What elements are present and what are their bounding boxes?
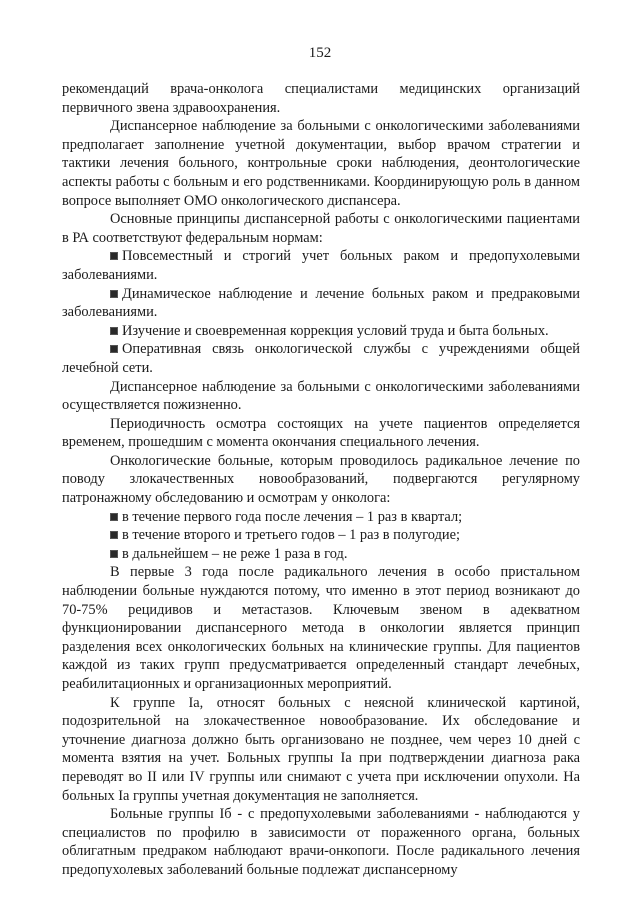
paragraph (62, 805, 580, 879)
paragraph-text: Диспансерное наблюдение за больными с онкологическими заболеваниями предполагает заполнение учетной документации, выбор врачом стратегии и тактики лечения больного, контрольные сроки наблюдения, деонтологические аспекты работы с больным и его родственниками. Координирующую роль в данном вопросе выполняет ОМО онкологического диспансера. (62, 118, 580, 209)
paragraph-text: Динамическое наблюдение и лечение больных раком и предраковыми заболеваниями. (62, 285, 580, 321)
paragraph (62, 415, 580, 452)
page-number: 152 (308, 45, 332, 61)
document-body (62, 80, 580, 880)
paragraph-text: в дальнейшем – не реже 1 раза в год. (122, 545, 348, 562)
paragraph (62, 563, 580, 693)
paragraph-text: К группе Ia, относят больных с неясной клинической картиной, подозрительной на злокачественное новообразование. Их обследование и уточнение диагноза должно быть организовано не позднее, чем через 10 дней с момента взятия на учет. Больных группы Ia при подтверждении диагноза рака переводят во II или IV группы или снимают с учета при исключении опухоли. На больных Ia группы учетная документация не заполняется. (62, 694, 580, 804)
paragraph-text: рекомендаций врача-онколога специалистами медицинских организаций первичного звена здравоохранения. (62, 81, 580, 116)
paragraph-text: Онкологические больные, которым проводилось радикальное лечение по поводу злокачественных новообразований, подвергаются регулярному патронажному обследованию и осмотрам у онколога: (62, 452, 580, 507)
square-bullet-icon (110, 531, 118, 539)
bullet-paragraph (62, 322, 580, 341)
square-bullet-icon (110, 550, 118, 558)
bullet-paragraph (62, 285, 580, 322)
paragraph (62, 117, 580, 210)
paragraph-text: Больные группы Iб - с предопухолевыми заболеваниями - наблюдаются у специалистов по профилю в зависимости от пораженного органа, больных облигатным предраком наблюдают врачи-онкопоги. После радикального лечения предопухолевых заболеваний больные подлежат диспансерному (62, 806, 580, 878)
paragraph-text: Основные принципы диспансерной работы с онкологическими пациентами в РА соответствуют федеральным нормам: (62, 211, 580, 246)
square-bullet-icon (110, 513, 118, 521)
paragraph (62, 80, 580, 117)
paragraph (62, 452, 580, 508)
bullet-paragraph (62, 508, 580, 527)
bullet-paragraph (62, 526, 580, 545)
paragraph (62, 378, 580, 415)
paragraph-text: в течение второго и третьего годов – 1 раз в полугодие; (122, 527, 460, 544)
paragraph-text: Оперативная связь онкологической службы с учреждениями общей лечебной сети. (62, 341, 580, 376)
paragraph (62, 210, 580, 247)
square-bullet-icon (110, 290, 118, 298)
bullet-paragraph (62, 247, 580, 284)
paragraph-text: в течение первого года после лечения – 1 раз в квартал; (122, 508, 463, 525)
square-bullet-icon (110, 327, 118, 335)
bullet-paragraph (62, 340, 580, 377)
paragraph-text: Диспансерное наблюдение за больными с онкологическими заболеваниями осуществляется пожизненно. (62, 378, 580, 414)
bullet-paragraph (62, 545, 580, 564)
paragraph-text: Изучение и своевременная коррекция условий труда и быта больных. (122, 322, 549, 339)
square-bullet-icon (110, 345, 118, 353)
paragraph-text: В первые 3 года после радикального лечения в особо пристальном наблюдении больные нуждаются потому, что именно в этот период возникают до 70-75% рецидивов и метастазов. Ключевым звеном в адекватном функционировании диспансерного метода в онкологии является принцип разделения всех онкологических больных на клинические группы. Для пациентов каждой из таких групп предусматривается определенный стандарт лечебных, реабилитационных и организационных мероприятий. (62, 564, 580, 692)
paragraph (62, 694, 580, 806)
paragraph-text: Периодичность осмотра состоящих на учете пациентов определяется временем, прошедшим с момента окончания специального лечения. (62, 415, 580, 451)
square-bullet-icon (110, 252, 118, 260)
paragraph-text: Повсеместный и строгий учет больных раком и предопухолевыми заболеваниями. (62, 248, 580, 283)
